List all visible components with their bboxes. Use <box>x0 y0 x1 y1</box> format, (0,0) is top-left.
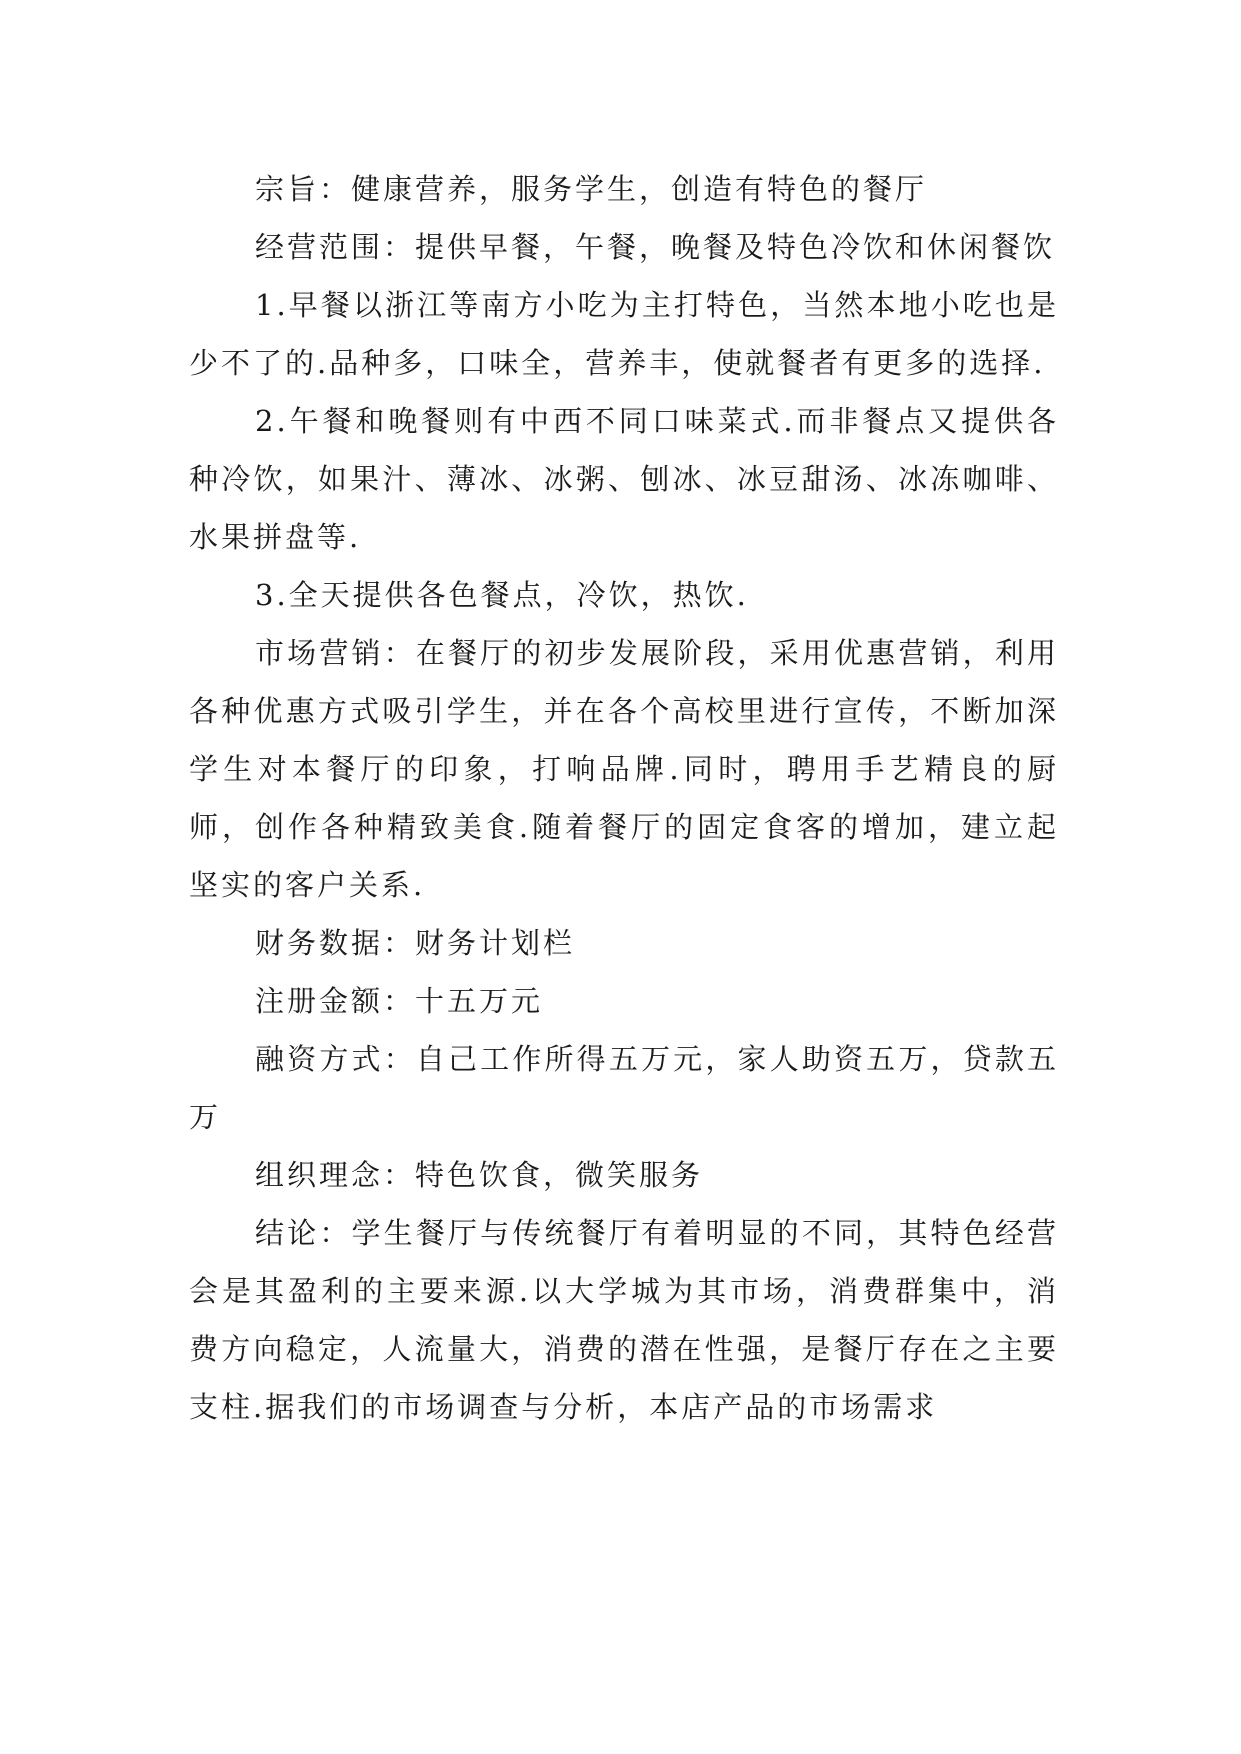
document-body <box>189 160 1059 1436</box>
paragraph-conclusion: 结论：学生餐厅与传统餐厅有着明显的不同，其特色经营会是其盈利的主要来源.以大学城为其市场，消费群集中，消费方向稳定，人流量大，消费的潜在性强，是餐厅存在之主要支柱.据我们的市场调查与分析，本店产品的市场需求 <box>189 1216 1059 1424</box>
paragraph-business-scope: 经营范围：提供早餐，午餐，晚餐及特色冷饮和休闲餐饮 <box>255 230 1056 264</box>
paragraph-financing: 融资方式：自己工作所得五万元，家人助资五万，贷款五万 <box>189 1042 1059 1134</box>
paragraph-lunch-dinner: 2.午餐和晚餐则有中西不同口味菜式.而非餐点又提供各种冷饮，如果汁、薄冰、冰粥、刨冰、冰豆甜汤、冰冻咖啡、水果拼盘等. <box>189 404 1059 554</box>
paragraph-financial-data: 财务数据：财务计划栏 <box>255 926 576 960</box>
paragraph-all-day: 3.全天提供各色餐点，冷饮，热饮. <box>255 578 749 612</box>
paragraph-breakfast: 1.早餐以浙江等南方小吃为主打特色，当然本地小吃也是少不了的.品种多，口味全，营养丰，使就餐者有更多的选择. <box>189 288 1059 380</box>
paragraph-purpose: 宗旨：健康营养，服务学生，创造有特色的餐厅 <box>255 172 928 206</box>
paragraph-marketing: 市场营销：在餐厅的初步发展阶段，采用优惠营销，利用各种优惠方式吸引学生，并在各个高校里进行宣传，不断加深学生对本餐厅的印象，打响品牌.同时，聘用手艺精良的厨师，创作各种精致美食.随着餐厅的固定食客的增加，建立起坚实的客户关系. <box>189 636 1059 902</box>
paragraph-registered-capital: 注册金额：十五万元 <box>255 984 544 1018</box>
paragraph-philosophy: 组织理念：特色饮食，微笑服务 <box>255 1158 704 1192</box>
